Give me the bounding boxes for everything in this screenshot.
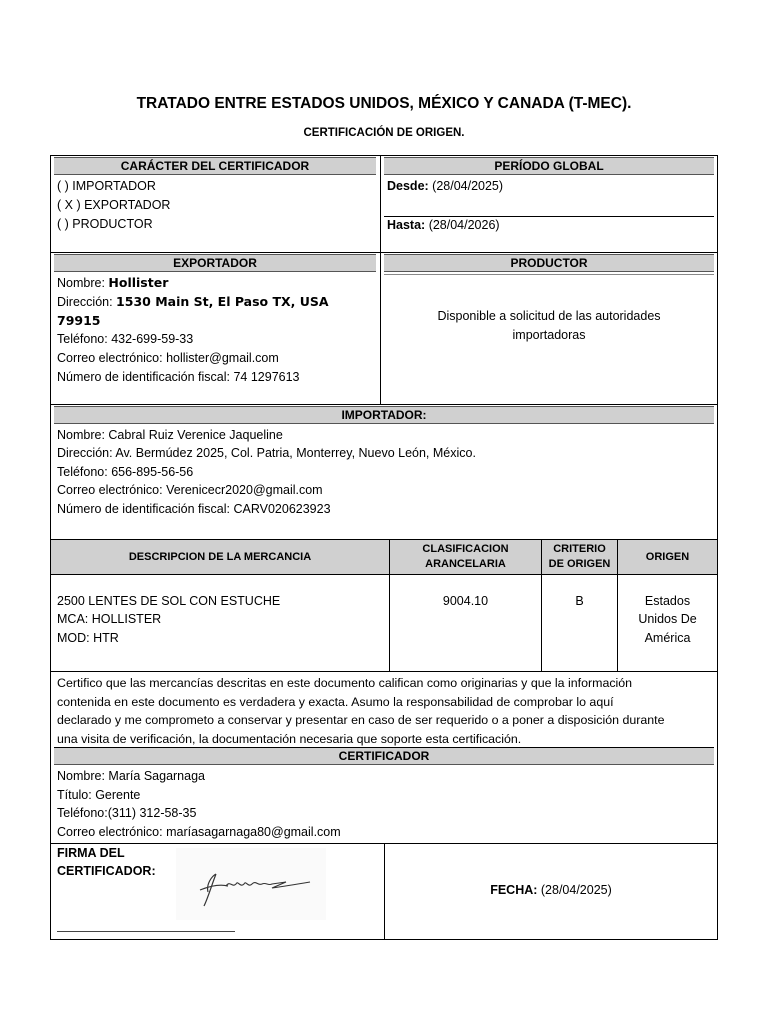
periodo-desde: Desde: (28/04/2025) xyxy=(387,179,504,193)
exportador-fiscal: Número de identificación fiscal: 74 1297613 xyxy=(57,370,300,384)
document-title: TRATADO ENTRE ESTADOS UNIDOS, MÉXICO Y CANADA (T-MEC). xyxy=(136,95,632,112)
exportador-direccion-cont: 79915 xyxy=(57,313,101,328)
certificador-nombre: Nombre: María Sagarnaga xyxy=(57,769,205,783)
periodo-header: PERÍODO GLOBAL xyxy=(384,157,714,175)
option-importador: ( ) IMPORTADOR xyxy=(57,179,156,193)
importador-header: IMPORTADOR: xyxy=(54,406,714,424)
productor-text-1: Disponible a solicitud de las autoridades xyxy=(437,309,661,323)
mercancia-origen-3: América xyxy=(644,631,691,645)
mercancia-table-header xyxy=(51,540,717,575)
col-criterio: CRITERIO DE ORIGEN xyxy=(542,540,617,574)
mercancia-criterio: B xyxy=(575,594,584,608)
signature-image xyxy=(176,848,326,920)
section-certificador xyxy=(51,747,717,844)
mercancia-origen-1: Estados xyxy=(644,594,691,608)
firma-label-1: FIRMA DEL xyxy=(57,846,125,860)
mercancia-row xyxy=(51,575,717,672)
importador-nombre: Nombre: Cabral Ruiz Verenice Jaqueline xyxy=(57,428,283,442)
mercancia-origen-2: Unidos De xyxy=(638,612,697,626)
section-certifico xyxy=(51,672,717,747)
importador-correo: Correo electrónico: Verenicecr2020@gmail.com xyxy=(57,483,323,497)
section-firma-fecha xyxy=(51,844,717,939)
certificador-titulo: Título: Gerente xyxy=(57,788,141,802)
firma-label-2: CERTIFICADOR: xyxy=(57,864,156,878)
certificador-header: CERTIFICADOR xyxy=(54,747,714,765)
productor-header: PRODUCTOR xyxy=(384,254,714,272)
exportador-direccion: Dirección: 1530 Main St, El Paso TX, USA xyxy=(57,294,329,309)
importador-direccion: Dirección: Av. Bermúdez 2025, Col. Patria, Monterrey, Nuevo León, México. xyxy=(57,446,476,460)
section-exportador-productor xyxy=(51,253,717,405)
exportador-correo: Correo electrónico: hollister@gmail.com xyxy=(57,351,279,365)
mercancia-desc-3: MOD: HTR xyxy=(57,631,119,645)
col-origen: ORIGEN xyxy=(618,540,717,574)
col-clasificacion: CLASIFICACION ARANCELARIA xyxy=(390,540,541,574)
certificate-form xyxy=(50,155,718,940)
option-exportador: ( X ) EXPORTADOR xyxy=(57,198,171,212)
exportador-header: EXPORTADOR xyxy=(54,254,376,272)
fecha-field: FECHA: (28/04/2025) xyxy=(490,883,612,897)
section-caracter-periodo xyxy=(51,156,717,253)
option-productor: ( ) PRODUCTOR xyxy=(57,217,153,231)
mercancia-desc-1: 2500 LENTES DE SOL CON ESTUCHE xyxy=(57,594,281,608)
section-importador xyxy=(51,405,717,540)
importador-fiscal: Número de identificación fiscal: CARV020623923 xyxy=(57,502,331,516)
certificador-telefono: Teléfono:(311) 312-58-35 xyxy=(57,806,197,820)
certifico-paragraph: Certifico que las mercancías descritas en este documento califican como originarias y que la información contenida en este documento es verdadera y exacta. Asumo la responsabilidad de comprobar lo aquí declarado y me comprometo a conservar y presentar en caso de ser requerido o a poner a disposición durante una visita de verificación, la documentación necesaria que soporte esta certificación. xyxy=(57,676,665,746)
periodo-hasta: Hasta: (28/04/2026) xyxy=(387,218,500,232)
certificador-correo: Correo electrónico: maríasagarnaga80@gmail.com xyxy=(57,825,341,839)
productor-text-2: importadoras xyxy=(512,328,586,342)
mercancia-clasificacion: 9004.10 xyxy=(442,594,489,608)
importador-telefono: Teléfono: 656-895-56-56 xyxy=(57,465,194,479)
mercancia-desc-2: MCA: HOLLISTER xyxy=(57,612,162,626)
exportador-telefono: Teléfono: 432-699-59-33 xyxy=(57,332,194,346)
document-subtitle: CERTIFICACIÓN DE ORIGEN. xyxy=(303,127,465,139)
caracter-header: CARÁCTER DEL CERTIFICADOR xyxy=(54,157,376,175)
col-descripcion: DESCRIPCION DE LA MERCANCIA xyxy=(51,540,389,574)
exportador-nombre: Nombre: Hollister xyxy=(57,275,169,290)
